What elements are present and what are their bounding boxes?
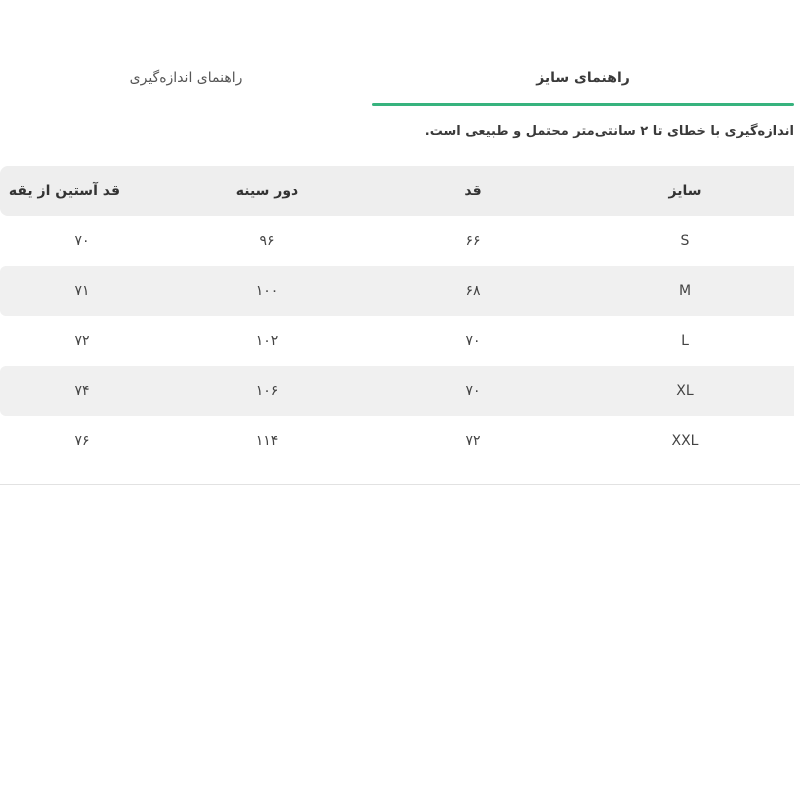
cell-size: XL xyxy=(676,383,694,399)
tab-measure-guide[interactable] xyxy=(0,52,372,104)
tab-bar xyxy=(0,52,794,108)
cell-sleeve: ۷۴ xyxy=(74,383,90,399)
cell-sleeve: ۷۱ xyxy=(74,283,90,299)
table-row xyxy=(0,366,794,416)
header-chest: دور سینه xyxy=(235,183,299,199)
cell-length: ۷۰ xyxy=(465,383,481,399)
cell-chest: ۱۱۴ xyxy=(255,433,279,449)
measurement-note: اندازه‌گیری با خطای تا ۲ سانتی‌متر محتمل و طبیعی است. xyxy=(424,124,794,139)
table-row xyxy=(0,416,794,466)
cell-length: ۶۸ xyxy=(465,283,481,299)
table-row xyxy=(0,316,794,366)
active-tab-indicator xyxy=(372,103,794,106)
header-length: قد xyxy=(464,183,482,199)
size-table xyxy=(0,166,794,466)
divider xyxy=(0,484,800,485)
table-row xyxy=(0,266,794,316)
tab-size-guide-label: راهنمای سایز xyxy=(536,70,630,86)
table-row xyxy=(0,216,794,266)
cell-chest: ۱۰۲ xyxy=(255,333,279,349)
header-sleeve: قد آستین از یقه xyxy=(8,183,120,199)
cell-chest: ۹۶ xyxy=(259,233,275,249)
cell-sleeve: ۷۶ xyxy=(74,433,90,449)
cell-size: L xyxy=(681,333,689,349)
cell-size: S xyxy=(680,233,690,249)
cell-sleeve: ۷۰ xyxy=(74,233,90,249)
cell-sleeve: ۷۲ xyxy=(74,333,90,349)
tab-measure-guide-label: راهنمای اندازه‌گیری xyxy=(129,70,243,86)
table-header-row xyxy=(0,166,794,216)
cell-size: XXL xyxy=(671,433,699,449)
tab-size-guide[interactable] xyxy=(372,52,794,104)
cell-chest: ۱۰۰ xyxy=(255,283,279,299)
cell-length: ۶۶ xyxy=(465,233,481,249)
cell-size: M xyxy=(678,283,692,299)
header-size: سایز xyxy=(668,183,702,199)
cell-length: ۷۲ xyxy=(465,433,481,449)
cell-chest: ۱۰۶ xyxy=(255,383,279,399)
cell-length: ۷۰ xyxy=(465,333,481,349)
